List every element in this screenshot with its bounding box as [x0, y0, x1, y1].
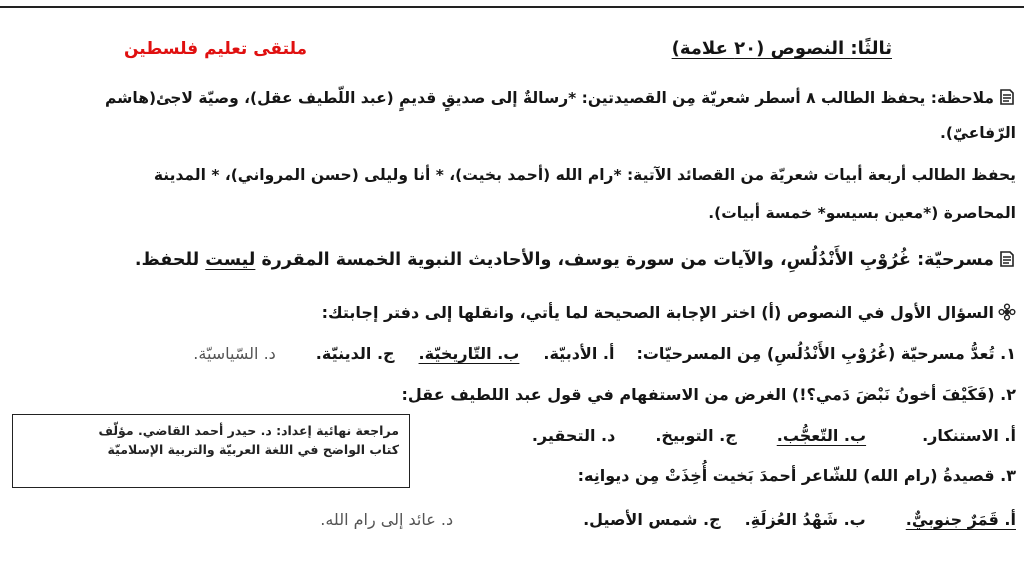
- item-1: [6, 344, 1016, 363]
- item-2-option-b: ب. التّعجُّب.: [776, 426, 867, 445]
- play-note-end: للحفظ.: [134, 250, 206, 270]
- play-note: [6, 250, 1016, 270]
- credit-line-2: كتاب الواضح في اللغة العربيّة والتربية الإسلاميّة: [107, 442, 399, 457]
- question-1-text: السؤال الأول في النصوص (أ) اختر الإجابة الصحيحة لما يأتي، وانقلها إلى دفتر إجابتك:: [321, 303, 994, 322]
- item-2-option-a: أ. الاستنكار.: [922, 426, 1016, 445]
- note-line-1: [6, 88, 1016, 107]
- memorize-line-1: يحفظ الطالب أربعة أبيات شعريّة من القصائد الآتية: *رام الله (أحمد بخيت)، * أنا وليلى (حسن المرواني)، * المدينة: [153, 166, 1016, 184]
- item-3-option-d: د. عائد إلى رام الله.: [320, 510, 454, 529]
- item-1-option-a: أ. الأدبيّة.: [543, 344, 615, 363]
- note-icon: [998, 88, 1016, 106]
- note-line-2: الرّفاعيّ).: [940, 124, 1016, 142]
- item-3-options: [6, 510, 1016, 529]
- item-1-option-d: د. السّياسيّة.: [193, 344, 276, 363]
- item-1-option-c: ج. الدينيّة.: [315, 344, 395, 363]
- credit-box: [12, 414, 410, 488]
- item-2-option-c: ج. التوبيخ.: [655, 426, 737, 445]
- section-title: [672, 38, 892, 59]
- item-1-option-b: ب. التّاريخيّة.: [418, 344, 520, 363]
- flower-icon: [998, 303, 1016, 321]
- section-title-prefix: ثالثًا:: [850, 38, 892, 59]
- item-3-option-b: ب. شَهْدُ العُزلَةِ.: [744, 510, 866, 529]
- brand-label: ملتقى تعليم فلسطين: [124, 39, 308, 59]
- credit-line-1: مراجعة نهائية إعداد: د. حيدر أحمد القاضي. مؤلّف: [98, 423, 399, 438]
- play-note-emphasis: ليست: [205, 250, 256, 270]
- section-title-text: النصوص (٢٠ علامة): [671, 38, 851, 59]
- item-3-stem: ٣. قصيدةُ (رام الله) للشّاعر أحمدَ بَخيت أُخِذَتْ مِن ديوانِه:: [577, 466, 1016, 485]
- note-text-1: يحفظ الطالب ٨ أسطر شعريّة مِن القصيدتين: *رسالةٌ إلى صديقٍ قديمٍ (عبد اللّطيف عقل)، وصيّة لاجئ(هاشم: [105, 89, 931, 107]
- title-line: [6, 38, 1016, 68]
- note-icon: [998, 250, 1016, 268]
- item-3-option-c: ج. شمس الأصيل.: [583, 510, 721, 529]
- play-note-text: مسرحيّة: غُرُوْبِ الأَنْدُلُسِ، والآيات من سورة يوسف، والأحاديث النبوية الخمسة المقررة: [255, 250, 994, 270]
- item-3-option-a: أ. قَمَرٌ جنوبيٌّ.: [905, 510, 1016, 529]
- item-2-stem: ٢. (فَكَيْفَ أخونُ نَبْضَ دَمي؟!) الغرض من الاستفهام في قول عبد اللطيف عقل:: [401, 385, 1016, 404]
- top-divider: [0, 6, 1024, 8]
- item-1-stem: ١. تُعدُّ مسرحيّة (غُرُوْبِ الأَنْدُلُسِ) مِن المسرحيّات:: [636, 344, 1016, 363]
- memorize-line-2: المحاصرة (*معين بسيسو* خمسة أبيات).: [708, 204, 1016, 222]
- item-2-option-d: د. التحقير.: [531, 426, 616, 445]
- question-1-header: [6, 303, 1016, 322]
- note-label: ملاحظة:: [930, 89, 994, 107]
